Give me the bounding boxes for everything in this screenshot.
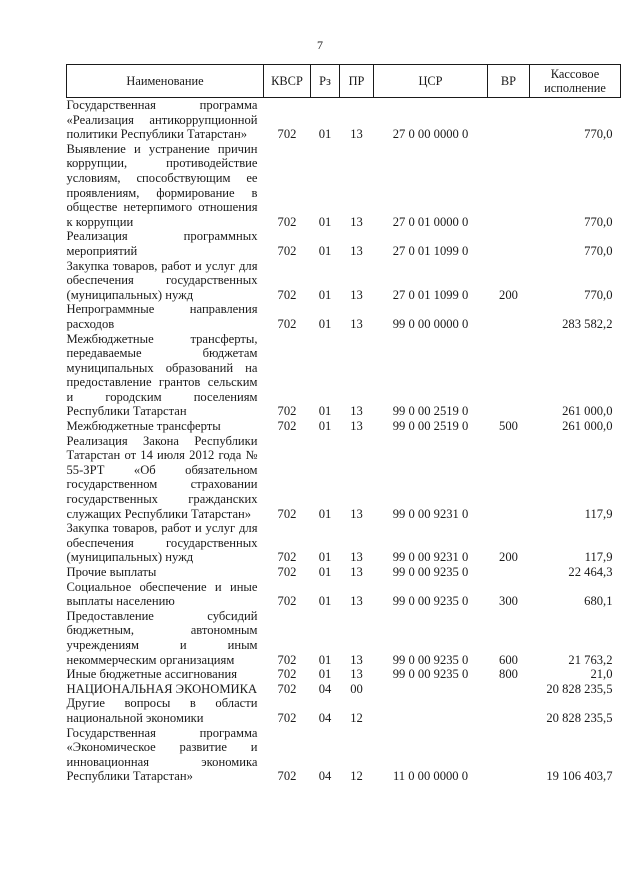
table-row (67, 98, 621, 142)
cell-rz: 01 (318, 652, 332, 667)
cell-kvsr: 702 (277, 419, 297, 434)
cell-pr: 12 (350, 710, 363, 725)
cell-name: Реализация Закона Республики Татарстан от 14 июля 2012 года № 55-ЗРТ «Об обязательном государственном страховании государственных гражданских служащих Республики Татарстан» (66, 433, 258, 521)
cell-kvsr: 702 (277, 565, 297, 579)
cell-rz: 01 (318, 243, 332, 258)
cell-kvsr: 702 (277, 243, 297, 258)
cell-pr: 13 (350, 243, 363, 258)
cell-csr: 27 0 00 0000 0 (392, 127, 469, 142)
cell-csr (374, 696, 488, 725)
cell-rz: 04 (318, 710, 332, 725)
cell-vr: 200 (499, 287, 518, 302)
cell-kvsr: 702 (277, 769, 297, 784)
cell-rz: 01 (318, 667, 332, 682)
cell-name: Реализация программных мероприятий (66, 229, 258, 258)
cell-kvsr: 702 (277, 287, 297, 302)
cell-name: Выявление и устранение причин коррупции, противодействие условиям, способствующим ее проявлениям, формирование в обществе нетерпимого отношения к коррупции (66, 141, 258, 229)
cell-vr: 600 (499, 652, 518, 667)
cell-vr (488, 142, 530, 230)
table-row (67, 726, 621, 784)
cell-pr: 13 (350, 287, 363, 302)
table-row (67, 434, 621, 522)
cell-amount: 20 828 235,5 (546, 710, 613, 725)
cell-kvsr: 702 (277, 316, 297, 331)
cell-pr: 13 (350, 594, 363, 609)
cell-rz: 04 (318, 769, 332, 784)
cell-rz: 01 (318, 287, 332, 302)
table-row (67, 259, 621, 303)
cell-rz: 01 (318, 127, 332, 142)
cell-amount: 261 000,0 (562, 404, 613, 419)
cell-vr: 500 (499, 419, 518, 434)
cell-vr (488, 696, 530, 725)
table-row (67, 609, 621, 667)
cell-vr (488, 726, 530, 784)
cell-amount: 283 582,2 (562, 316, 613, 331)
cell-rz: 01 (318, 404, 332, 419)
table-row (67, 419, 621, 434)
table-row (67, 667, 621, 682)
cell-amount: 20 828 235,5 (546, 681, 613, 696)
table-row (67, 565, 621, 580)
cell-kvsr: 702 (277, 550, 297, 565)
cell-csr: 99 0 00 9231 0 (392, 550, 469, 565)
cell-vr (488, 98, 530, 142)
cell-pr: 12 (350, 769, 363, 784)
cell-kvsr: 702 (277, 506, 297, 521)
cell-csr: 27 0 01 1099 0 (392, 287, 469, 302)
cell-vr (488, 302, 530, 331)
cell-amount: 22 464,3 (568, 565, 613, 579)
table-row (67, 682, 621, 697)
cell-vr: 200 (499, 550, 518, 565)
header-rz: Рз (311, 65, 340, 98)
cell-csr: 99 0 00 2519 0 (392, 404, 469, 419)
cell-kvsr: 702 (277, 667, 297, 682)
cell-kvsr: 702 (277, 404, 297, 419)
cell-rz: 01 (318, 214, 332, 229)
cell-vr (488, 332, 530, 420)
cell-name: НАЦИОНАЛЬНАЯ ЭКОНОМИКА (66, 681, 258, 696)
cell-csr: 99 0 00 9235 0 (392, 667, 469, 682)
cell-kvsr: 702 (277, 652, 297, 667)
cell-amount: 21 763,2 (568, 652, 613, 667)
table-row (67, 229, 621, 258)
cell-kvsr: 702 (277, 710, 297, 725)
header-amount: Кассовое исполнение (530, 65, 621, 98)
header-csr: ЦСР (374, 65, 488, 98)
cell-rz: 01 (318, 565, 332, 579)
budget-execution-table (66, 64, 621, 784)
cell-name: Закупка товаров, работ и услуг для обеспечения государственных (муниципальных) нужд (66, 258, 258, 302)
cell-csr: 27 0 01 1099 0 (392, 243, 469, 258)
cell-pr: 13 (350, 652, 363, 667)
cell-pr: 13 (350, 506, 363, 521)
cell-rz: 01 (318, 550, 332, 565)
cell-amount: 770,0 (584, 214, 613, 229)
cell-csr: 99 0 00 2519 0 (392, 419, 469, 434)
cell-name: Предоставление субсидий бюджетным, автономным учреждениям и иным некоммерческим организациям (66, 608, 258, 667)
header-kvsr: КВСР (264, 65, 311, 98)
cell-name: Прочие выплаты (66, 565, 157, 579)
cell-name: Государственная программа «Экономическое развитие и инновационная экономика Республики Татарстан» (66, 725, 258, 784)
cell-kvsr: 702 (277, 127, 297, 142)
cell-pr: 13 (350, 550, 363, 565)
cell-kvsr: 702 (277, 214, 297, 229)
cell-pr: 00 (350, 681, 363, 696)
page-number: 7 (317, 38, 323, 52)
cell-vr: 300 (499, 594, 518, 609)
table-row (67, 142, 621, 230)
cell-kvsr: 702 (277, 681, 297, 696)
cell-csr: 11 0 00 0000 0 (392, 769, 469, 784)
cell-vr (488, 229, 530, 258)
cell-csr: 99 0 00 9235 0 (392, 594, 469, 609)
cell-name: Межбюджетные трансферты, передаваемые бюджетам муниципальных образований на предоставление грантов сельским и городским поселениям Республики Татарстан (66, 331, 258, 419)
table-row (67, 302, 621, 331)
cell-amount: 261 000,0 (562, 419, 613, 434)
cell-vr (488, 682, 530, 697)
cell-name: Другие вопросы в области национальной экономики (66, 696, 258, 725)
header-vr: ВР (488, 65, 530, 98)
cell-amount: 770,0 (584, 287, 613, 302)
table-row (67, 521, 621, 565)
cell-vr (488, 434, 530, 522)
table-row (67, 580, 621, 609)
cell-vr: 800 (499, 667, 518, 682)
cell-pr: 13 (350, 127, 363, 142)
cell-amount: 117,9 (584, 550, 613, 565)
cell-rz: 01 (318, 316, 332, 331)
cell-rz: 04 (318, 681, 332, 696)
cell-name: Социальное обеспечение и иные выплаты населению (66, 579, 258, 609)
cell-rz: 01 (318, 594, 332, 609)
cell-pr: 13 (350, 404, 363, 419)
cell-name: Государственная программа «Реализация антикоррупционной политики Республики Татарстан» (66, 98, 258, 142)
cell-pr: 13 (350, 667, 363, 682)
cell-amount: 117,9 (584, 506, 613, 521)
cell-name: Межбюджетные трансферты (66, 419, 221, 434)
cell-amount: 770,0 (584, 127, 613, 142)
cell-csr: 99 0 00 0000 0 (392, 316, 469, 331)
cell-csr: 99 0 00 9235 0 (392, 652, 469, 667)
cell-pr: 13 (350, 214, 363, 229)
cell-name: Непрограммные направления расходов (66, 302, 258, 331)
cell-csr (374, 682, 488, 697)
cell-csr: 99 0 00 9235 0 (392, 565, 469, 579)
cell-amount: 680,1 (584, 594, 613, 609)
cell-pr: 13 (350, 565, 363, 579)
table-header-row (67, 65, 621, 98)
cell-csr: 27 0 01 0000 0 (392, 214, 469, 229)
cell-pr: 13 (350, 419, 363, 434)
header-pr: ПР (340, 65, 374, 98)
cell-csr: 99 0 00 9231 0 (392, 506, 469, 521)
table-row (67, 696, 621, 725)
cell-vr (488, 565, 530, 580)
cell-pr: 13 (350, 316, 363, 331)
cell-kvsr: 702 (277, 594, 297, 609)
cell-rz: 01 (318, 419, 332, 434)
cell-name: Иные бюджетные ассигнования (66, 667, 238, 682)
header-name: Наименование (67, 65, 264, 98)
cell-amount: 770,0 (584, 243, 613, 258)
cell-rz: 01 (318, 506, 332, 521)
cell-amount: 21,0 (590, 667, 613, 682)
table-row (67, 332, 621, 420)
cell-amount: 19 106 403,7 (546, 769, 613, 784)
cell-name: Закупка товаров, работ и услуг для обеспечения государственных (муниципальных) нужд (66, 521, 258, 565)
